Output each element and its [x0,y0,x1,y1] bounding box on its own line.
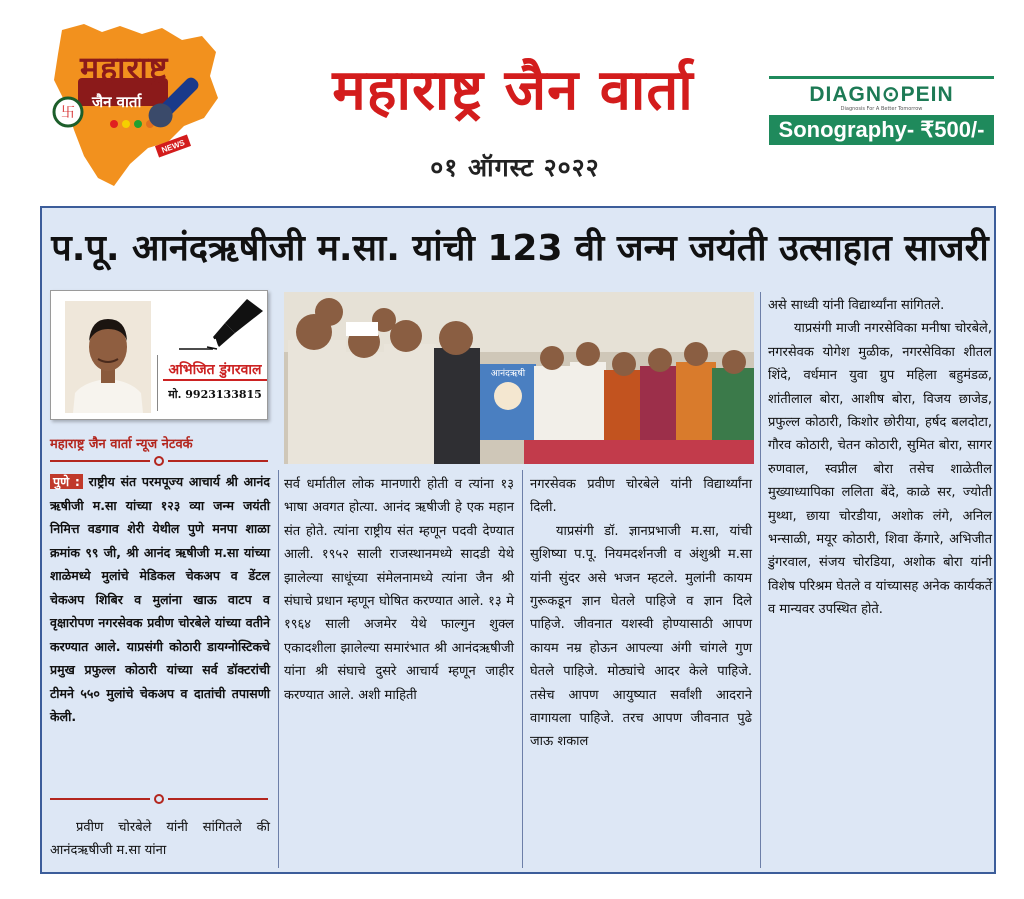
column-4-paragraph-2: याप्रसंगी माजी नगरसेविका मनीषा चोरबेले, नगरसेवक योगेश मुळीक, नगरसेविका शीतल शिंदे, वर्धमान युवा ग्रुप महिला बहुमंडळ, शांतीलाल बोरा, आशीष बोरा, विजय छाजेड, प्रफुल्ल कोठारी, किशोर छोरीया, हर्षद बलदोटा, गौरव कोठारी, चेतन कोठारी, सुमित बोरा, सागर रुणवाल, स्वप्नील बोरा तसेच शाळेतील मुख्याध्यापिका ललिता बेंदे, काळे सर, ज्योती मुथ्था, छाया चोरडीया, अशोक लंगे, अनिल भन्साळी, मयूर कोठारी, शिवा केंगारे, अभिजीत डुंगरवाल, संजय चोरडिया, अशोक बोरा यांनी विशेष परिश्रम घेतले व यांच्यासह अनेक कार्यकर्ते व मान्यवर उपस्थित होते. [768,321,992,618]
column-3-paragraph-1: नगरसेवक प्रवीण चोरबेले यांनी विद्यार्थ्यांना दिली. [530,477,752,516]
event-photo [284,292,754,464]
lead-text: राष्ट्रीय संत परमपूज्य आचार्य श्री आनंद ऋषीजी म.सा यांच्या १२३ व्या जन्म जयंती निमित्त वडगाव शेरी येथील पुणे मनपा शाळा क्रमांक ९९ जी, श्री आनंद ऋषीजी म.सा यांच्या शाळेमध्ये मुलांचे मेडिकल चेकअप व डेंटल चेकअप शिबिर व मुलांना खाऊ वाटप व वृक्षारोपण नगरसेवक प्रवीण चोरबेले यांच्या वतीने करण्यात आले. याप्रसंगी कोठारी डायग्नोस्टिकचे प्रमुख प्रफुल्ल कोठारी यांच्या सर्व डॉक्टरांची टीमने ५५० मुलांचे चेकअप व दातांची तपासणी केली. [50,474,270,724]
author-phone: मो. 9923133815 [168,388,262,401]
ad-brand: DIAGN⊙PEIN [809,83,954,106]
column-4-paragraph-1: असे साध्वी यांनी विद्यार्थ्यांना सांगितले. [768,298,945,313]
author-divider [157,355,158,411]
masthead [0,0,1024,200]
author-photo [65,301,151,413]
column-4-body [768,294,992,622]
author-box [50,290,268,420]
ad-offer: Sonography- ₹500/- [769,115,994,145]
column-2-body: सर्व धर्मातील लोक मानणारी होती व त्यांना १३ भाषा अवगत होत्या. आनंद ऋषीजी हे एक महान संत होते. त्यांना राष्ट्रीय संत म्हणून पदवी देण्यात आली. १९५२ साली राजस्थानमध्ये सादडी येथे झालेल्या साधूंच्या संमेलनामध्ये त्यांना जैन श्री संघाचे प्रधान म्हणून घोषित करण्यात आले. १३ मे १९६४ साली अजमेर येथे फाल्गुन शुक्ल एकादशीला झालेल्या समारंभात श्री आनंदऋषीजी यांना श्री संघाचे दुसरे आचार्य म्हणून जाहीर करण्यात आले. अशी माहिती [284,477,514,703]
dateline-place: पुणे : [50,474,83,489]
news-network-label: महाराष्ट्र जैन वार्ता न्यूज नेटवर्क [50,437,193,452]
column-1-body: प्रवीण चोरबेले यांनी सांगितले की आनंदऋषीजी म.सा यांना [50,820,270,859]
article-frame [40,206,996,874]
ornament-divider [50,456,268,466]
column-rule [760,292,761,868]
logo-subtitle: जैन वार्ता [92,93,142,111]
column-3-body [530,473,752,754]
lead-paragraph [50,470,270,729]
ornament-divider [50,794,268,804]
logo-news-badge: NEWS [160,138,186,155]
ad-top-rule [769,76,994,79]
svg-text:卐: 卐 [61,105,75,121]
ad-tagline: Diagnosis For A Better Tomorrow [840,106,923,112]
column-3-paragraph-2: याप्रसंगी डॉ. ज्ञानप्रभाजी म.सा, यांची सुशिष्या प.पू. नियमदर्शनजी व अंशुश्री म.सा यांनी सुंदर असे भजन म्हटले. मुलांनी कायम गुरूकडून ज्ञान घेतले पाहिजे व ज्ञान दिले पाहिजे. जीवनात यशस्वी होण्यासाठी आपण कायम नम्र होऊन आपल्या अंगी चांगले गुण घेतले पाहिजे. मोठ्यांचे आदर केले पाहिजे. तसेच आपण आयुष्यात सर्वांशी आदराने वागायला पाहिजे. तरच आपण जीवनात पुढे जाऊ शकाल [530,523,752,750]
newspaper-title: महाराष्ट्र जैन वार्ता [332,58,694,123]
logo-title: महाराष्ट्र [80,49,169,87]
article-headline: प.पू. आनंदऋषीजी म.सा. यांची 123 वी जन्म जयंती उत्साहात साजरी [51,228,989,269]
svg-text:आनंदऋषी: आनंदऋषी [490,369,526,379]
diagnopein-advertisement[interactable] [769,76,994,150]
issue-date: ०१ ऑगस्ट २०२२ [430,153,600,182]
author-name: अभिजित डुंगरवाल [163,359,267,381]
maharashtra-map-logo [44,18,222,193]
fountain-pen-icon [177,297,265,353]
column-rule [278,470,279,868]
column-rule [522,470,523,868]
